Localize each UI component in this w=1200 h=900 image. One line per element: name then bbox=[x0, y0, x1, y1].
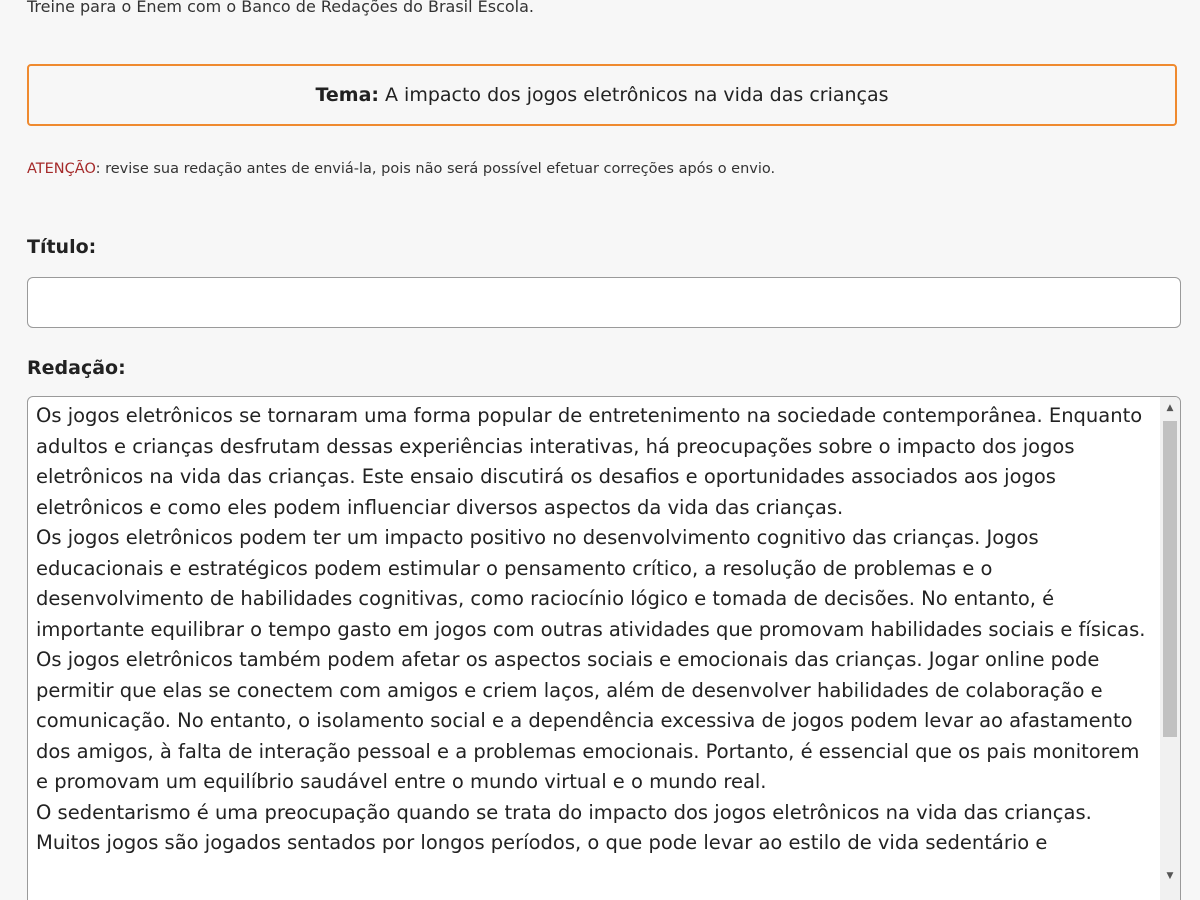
essay-label: Redação: bbox=[27, 357, 126, 379]
warning-text: : revise sua redação antes de enviá-la, pois não será possível efetuar correções após o envio. bbox=[95, 161, 776, 177]
title-input[interactable] bbox=[27, 277, 1181, 328]
intro-text: Treine para o Enem com o Banco de Redações do Brasil Escola. bbox=[27, 0, 535, 16]
theme-box bbox=[27, 64, 1177, 126]
scroll-up-icon[interactable]: ▲ bbox=[1166, 403, 1174, 413]
scroll-down-icon[interactable]: ▼ bbox=[1166, 871, 1174, 881]
theme-text: A impacto dos jogos eletrônicos na vida das crianças bbox=[385, 84, 889, 106]
title-label: Título: bbox=[27, 236, 97, 258]
theme-label: Tema: bbox=[315, 84, 379, 106]
warning-notice bbox=[27, 161, 775, 177]
essay-scrollbar[interactable] bbox=[1160, 397, 1180, 900]
essay-textarea[interactable] bbox=[27, 396, 1181, 900]
scroll-thumb[interactable] bbox=[1163, 421, 1177, 737]
warning-prefix: ATENÇÃO bbox=[27, 161, 96, 177]
essay-text[interactable]: Os jogos eletrônicos se tornaram uma forma popular de entretenimento na sociedade contemporânea. Enquanto adultos e crianças desfrutam dessas experiências interativas, há preocupações sobre o impacto dos jogos eletrônicos na vida das crianças. Este ensaio discutirá os desafios e oportunidades associados aos jogos eletrônicos e como eles podem influenciar diversos aspectos da vida das crianças. Os jogos eletrônicos podem ter um impacto positivo no desenvolvimento cognitivo das crianças. Jogos educacionais e estratégicos podem estimular o pensamento crítico, a resolução de problemas e o desenvolvimento de habilidades cognitivas, como raciocínio lógico e tomada de decisões. No entanto, é importante equilibrar o tempo gasto em jogos com outras atividades que promovam habilidades sociais e físicas. Os jogos eletrônicos também podem afetar os aspectos sociais e emocionais das crianças. Jogar online pode permitir que elas se conectem com amigos e criem laços, além de desenvolver habilidades de colaboração e comunicação. No entanto, o isolamento social e a dependência excessiva de jogos podem levar ao afastamento dos amigos, à falta de interação pessoal e a problemas emocionais. Portanto, é essencial que os pais monitorem e promovam um equilíbrio saudável entre o mundo virtual e o mundo real. O sedentarismo é uma preocupação quando se trata do impacto dos jogos eletrônicos na vida das crianças. Muitos jogos são jogados sentados por longos períodos, o que pode levar ao estilo de vida sedentário e bbox=[36, 404, 1146, 854]
